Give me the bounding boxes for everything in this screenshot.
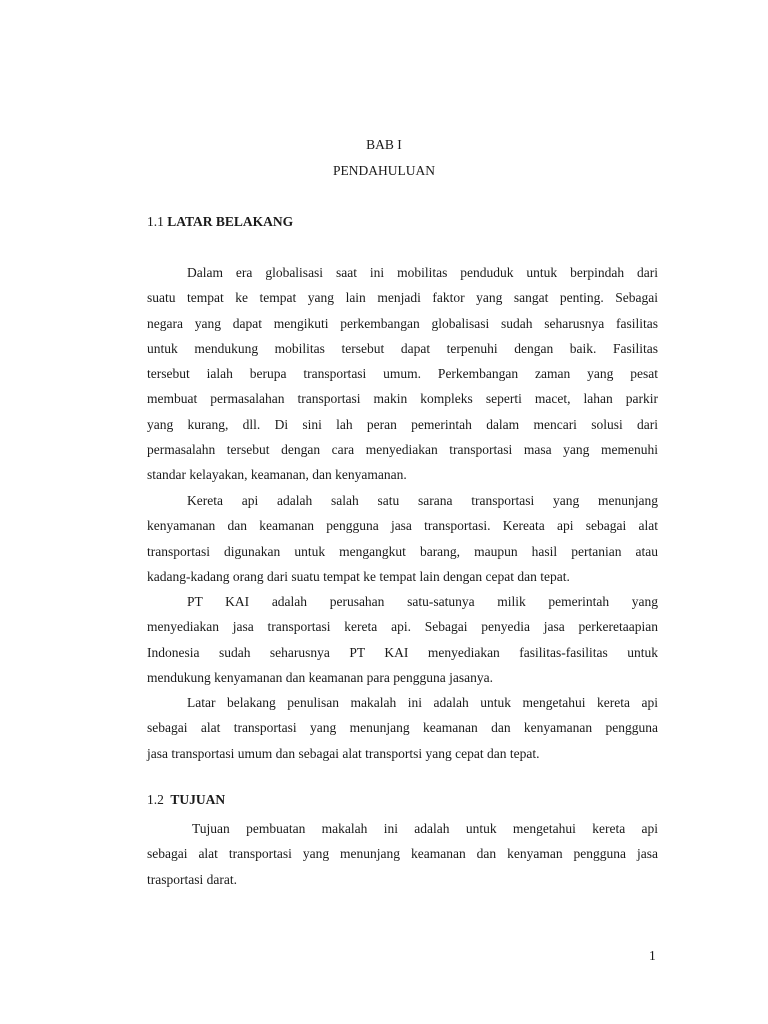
text-line: suatu tempat ke tempat yang lain menjadi faktor yang sangat penting. Sebagai: [147, 290, 658, 306]
text-line: jasa transportasi umum dan sebagai alat transportsi yang cepat dan tepat.: [147, 745, 540, 761]
text-line: Latar belakang penulisan makalah ini adalah untuk mengetahui kereta api: [187, 695, 658, 710]
text-line: untuk mendukung mobilitas tersebut dapat terpenuhi dengan baik. Fasilitas: [147, 340, 658, 356]
text-line: trasportasi darat.: [147, 871, 237, 887]
paragraph-4: [147, 690, 658, 766]
text-line: sebagai alat transportasi yang menunjang keamanan dan kenyaman pengguna jasa: [147, 846, 658, 862]
text-line: Tujuan pembuatan makalah ini adalah untuk mengetahui kereta api: [192, 821, 658, 836]
paragraph-5: [147, 816, 658, 892]
text-line: sebagai alat transportasi yang menunjang keamanan dan kenyamanan pengguna: [147, 720, 658, 736]
section-number-2: 1.2: [147, 792, 164, 807]
paragraph-1: [147, 260, 658, 488]
text-line: menyediakan jasa transportasi kereta api. Sebagai penyedia jasa perkeretaapian: [147, 619, 658, 635]
text-line: permasalahn tersebut dengan cara menyediakan transportasi masa yang memenuhi: [147, 442, 658, 458]
text-line: transportasi digunakan untuk mengangkut barang, maupun hasil pertanian atau: [147, 543, 658, 559]
paragraph-3: [147, 589, 658, 690]
text-line: PT KAI adalah perusahan satu-satunya milik pemerintah yang: [187, 594, 658, 609]
section-title-2: TUJUAN: [170, 792, 226, 807]
text-line: kenyamanan dan keamanan pengguna jasa transportasi. Kereata api sebagai alat: [147, 518, 658, 534]
text-line: standar kelayakan, keamanan, dan kenyamanan.: [147, 467, 407, 483]
chapter-label: BAB I: [366, 137, 402, 152]
text-line: mendukung kenyamanan dan keamanan para pengguna jasanya.: [147, 669, 493, 685]
text-line: Indonesia sudah seharusnya PT KAI menyediakan fasilitas-fasilitas untuk: [147, 644, 658, 660]
section-heading-2: [147, 792, 225, 808]
text-line: Dalam era globalisasi saat ini mobilitas penduduk untuk berpindah dari: [187, 265, 658, 280]
text-line: tersebut ialah berupa transportasi umum. Perkembangan zaman yang pesat: [147, 366, 658, 382]
text-line: membuat permasalahan transportasi makin kompleks seperti macet, lahan parkir: [147, 391, 658, 407]
section-title-1: LATAR BELAKANG: [167, 214, 294, 229]
text-line: yang kurang, dll. Di sini lah peran pemerintah dalam mencari solusi dari: [147, 416, 658, 432]
section-number-1: 1.1: [147, 214, 164, 229]
paragraph-2: [147, 488, 658, 589]
page-number: 1: [649, 948, 656, 963]
text-line: kadang-kadang orang dari suatu tempat ke tempat lain dengan cepat dan tepat.: [147, 568, 570, 584]
section-heading-1: [147, 214, 293, 230]
text-line: negara yang dapat mengikuti perkembangan globalisasi sudah seharusnya fasilitas: [147, 315, 658, 331]
text-line: Kereta api adalah salah satu sarana transportasi yang menunjang: [187, 493, 658, 508]
chapter-title: PENDAHULUAN: [333, 163, 435, 178]
